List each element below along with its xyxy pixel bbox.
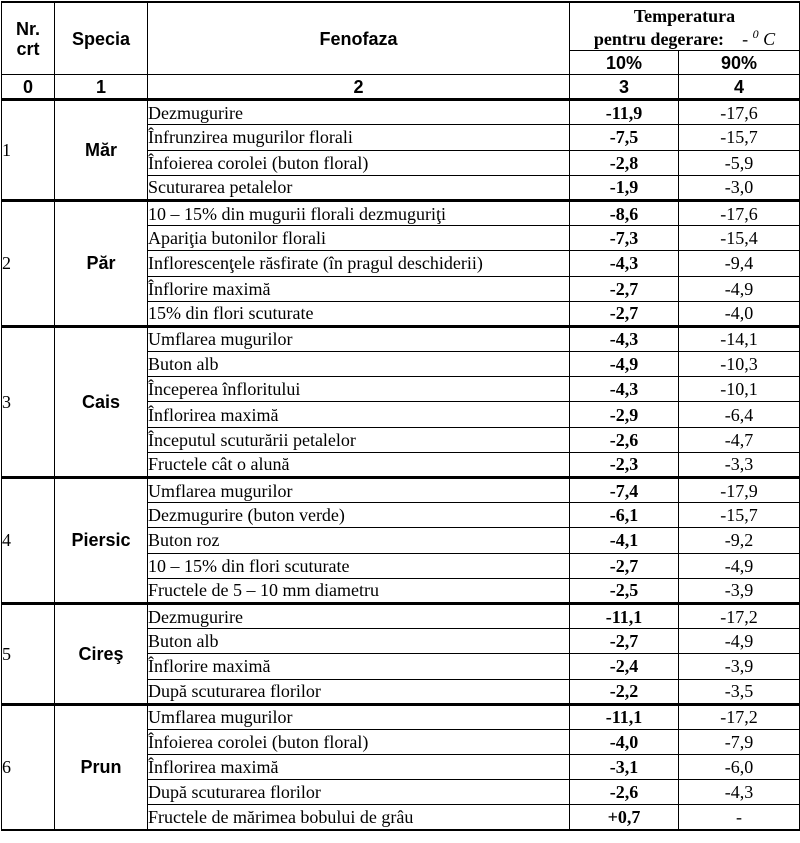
temp-10-cell: -4,3 bbox=[570, 326, 679, 351]
temp-10-cell: -4,9 bbox=[570, 352, 679, 377]
temp-90-cell: -3,3 bbox=[679, 452, 800, 477]
header-temp-unit bbox=[742, 29, 775, 49]
temp-10-cell: -4,0 bbox=[570, 729, 679, 754]
temp-10-cell: -8,6 bbox=[570, 200, 679, 225]
temp-90-cell: - bbox=[679, 805, 800, 830]
phenophase-cell: Înflorirea maximă bbox=[148, 755, 570, 780]
table-row bbox=[2, 200, 800, 225]
header-pct-10: 10% bbox=[570, 51, 679, 75]
species-number: 1 bbox=[2, 100, 55, 201]
phenophase-cell: 10 – 15% din mugurii florali dezmuguriţi bbox=[148, 200, 570, 225]
temp-10-cell: -3,1 bbox=[570, 755, 679, 780]
temp-90-cell: -17,6 bbox=[679, 200, 800, 225]
phenophase-cell: După scuturarea florilor bbox=[148, 780, 570, 805]
temp-90-cell: -15,7 bbox=[679, 125, 800, 150]
temp-90-cell: -14,1 bbox=[679, 326, 800, 351]
temp-90-cell: -3,5 bbox=[679, 679, 800, 704]
species-number: 2 bbox=[2, 200, 55, 326]
header-pct-90: 90% bbox=[679, 51, 800, 75]
frost-temperature-table bbox=[1, 1, 800, 831]
phenophase-cell: Înflorire maximă bbox=[148, 276, 570, 301]
phenophase-cell: Înfrunzirea mugurilor florali bbox=[148, 125, 570, 150]
header-temp-title: Temperatura bbox=[633, 6, 736, 26]
temp-10-cell: -2,3 bbox=[570, 452, 679, 477]
temp-10-cell: -2,2 bbox=[570, 679, 679, 704]
temp-10-cell: -2,4 bbox=[570, 654, 679, 679]
temp-90-cell: -15,7 bbox=[679, 503, 800, 528]
phenophase-cell: Înfoierea corolei (buton floral) bbox=[148, 729, 570, 754]
temp-10-cell: -2,5 bbox=[570, 578, 679, 603]
temp-10-cell: -7,5 bbox=[570, 125, 679, 150]
temp-10-cell: -11,1 bbox=[570, 704, 679, 729]
phenophase-cell: Buton alb bbox=[148, 629, 570, 654]
header-nr-line2: crt bbox=[16, 38, 40, 59]
phenophase-cell: Buton roz bbox=[148, 528, 570, 553]
temp-90-cell: -6,0 bbox=[679, 755, 800, 780]
phenophase-cell: 15% din flori scuturate bbox=[148, 301, 570, 326]
header-temp-unit-sup: 0 bbox=[752, 27, 759, 41]
temp-90-cell: -9,2 bbox=[679, 528, 800, 553]
phenophase-cell: Buton alb bbox=[148, 352, 570, 377]
header-temperature bbox=[570, 2, 800, 51]
header-fenofaza: Fenofaza bbox=[148, 2, 570, 75]
temp-10-cell: -1,9 bbox=[570, 175, 679, 200]
col-number-0: 0 bbox=[2, 75, 55, 100]
phenophase-cell: Dezmugurire (buton verde) bbox=[148, 503, 570, 528]
temp-90-cell: -17,2 bbox=[679, 704, 800, 729]
species-name: Păr bbox=[55, 200, 148, 326]
species-name: Piersic bbox=[55, 478, 148, 604]
phenophase-cell: Umflarea mugurilor bbox=[148, 704, 570, 729]
phenophase-cell: Începerea înfloritului bbox=[148, 377, 570, 402]
species-name: Cais bbox=[55, 326, 148, 477]
phenophase-cell: După scuturarea florilor bbox=[148, 679, 570, 704]
temp-90-cell: -6,4 bbox=[679, 402, 800, 427]
header-nr-crt bbox=[2, 2, 55, 75]
phenophase-cell: Înflorirea maximă bbox=[148, 402, 570, 427]
species-name: Măr bbox=[55, 100, 148, 201]
temp-90-cell: -17,9 bbox=[679, 478, 800, 503]
frost-temperature-table-container bbox=[1, 1, 799, 841]
temp-90-cell: -3,0 bbox=[679, 175, 800, 200]
temp-90-cell: -4,7 bbox=[679, 427, 800, 452]
phenophase-cell: Dezmugurire bbox=[148, 100, 570, 125]
col-number-2: 2 bbox=[148, 75, 570, 100]
phenophase-cell: 10 – 15% din flori scuturate bbox=[148, 553, 570, 578]
temp-10-cell: -2,7 bbox=[570, 553, 679, 578]
temp-90-cell: -9,4 bbox=[679, 251, 800, 276]
species-name: Cireş bbox=[55, 603, 148, 704]
header-specia: Specia bbox=[55, 2, 148, 75]
phenophase-cell: Umflarea mugurilor bbox=[148, 478, 570, 503]
phenophase-cell: Fructele de 5 – 10 mm diametru bbox=[148, 578, 570, 603]
temp-90-cell: -4,9 bbox=[679, 276, 800, 301]
table-row bbox=[2, 326, 800, 351]
table-row bbox=[2, 704, 800, 729]
header-temp-unit-prefix: - bbox=[742, 29, 753, 49]
phenophase-cell: Umflarea mugurilor bbox=[148, 326, 570, 351]
temp-90-cell: -5,9 bbox=[679, 150, 800, 175]
temp-10-cell: +0,7 bbox=[570, 805, 679, 830]
temp-10-cell: -2,6 bbox=[570, 780, 679, 805]
phenophase-cell: Fructele cât o alună bbox=[148, 452, 570, 477]
temp-10-cell: -4,1 bbox=[570, 528, 679, 553]
temp-10-cell: -2,8 bbox=[570, 150, 679, 175]
species-number: 6 bbox=[2, 704, 55, 830]
temp-10-cell: -7,3 bbox=[570, 226, 679, 251]
temp-10-cell: -2,6 bbox=[570, 427, 679, 452]
temp-90-cell: -3,9 bbox=[679, 578, 800, 603]
col-number-3: 3 bbox=[570, 75, 679, 100]
species-number: 4 bbox=[2, 478, 55, 604]
temp-90-cell: -4,3 bbox=[679, 780, 800, 805]
phenophase-cell: Inflorescenţele răsfirate (în pragul deschiderii) bbox=[148, 251, 570, 276]
phenophase-cell: Începutul scuturării petalelor bbox=[148, 427, 570, 452]
species-number: 3 bbox=[2, 326, 55, 477]
species-number: 5 bbox=[2, 603, 55, 704]
col-number-1: 1 bbox=[55, 75, 148, 100]
header-nr-line1: Nr. bbox=[15, 18, 40, 39]
phenophase-cell: Înfoierea corolei (buton floral) bbox=[148, 150, 570, 175]
temp-90-cell: -17,2 bbox=[679, 603, 800, 628]
table-row bbox=[2, 100, 800, 125]
temp-90-cell: -10,3 bbox=[679, 352, 800, 377]
table-row bbox=[2, 603, 800, 628]
table-row bbox=[2, 478, 800, 503]
temp-10-cell: -4,3 bbox=[570, 251, 679, 276]
temp-10-cell: -7,4 bbox=[570, 478, 679, 503]
col-number-4: 4 bbox=[679, 75, 800, 100]
temp-90-cell: -4,9 bbox=[679, 629, 800, 654]
temp-90-cell: -15,4 bbox=[679, 226, 800, 251]
temp-10-cell: -2,7 bbox=[570, 629, 679, 654]
temp-10-cell: -4,3 bbox=[570, 377, 679, 402]
phenophase-cell: Dezmugurire bbox=[148, 603, 570, 628]
temp-90-cell: -17,6 bbox=[679, 100, 800, 125]
temp-90-cell: -7,9 bbox=[679, 729, 800, 754]
temp-10-cell: -11,9 bbox=[570, 100, 679, 125]
temp-90-cell: -4,0 bbox=[679, 301, 800, 326]
temp-90-cell: -3,9 bbox=[679, 654, 800, 679]
species-name: Prun bbox=[55, 704, 148, 830]
phenophase-cell: Fructele de mărimea bobului de grâu bbox=[148, 805, 570, 830]
phenophase-cell: Scuturarea petalelor bbox=[148, 175, 570, 200]
phenophase-cell: Înflorire maximă bbox=[148, 654, 570, 679]
temp-10-cell: -2,7 bbox=[570, 276, 679, 301]
header-temp-sub: pentru degerare: bbox=[593, 29, 725, 49]
temp-10-cell: -2,9 bbox=[570, 402, 679, 427]
temp-90-cell: -4,9 bbox=[679, 553, 800, 578]
temp-90-cell: -10,1 bbox=[679, 377, 800, 402]
temp-10-cell: -6,1 bbox=[570, 503, 679, 528]
temp-10-cell: -11,1 bbox=[570, 603, 679, 628]
header-temp-unit-letter: C bbox=[758, 29, 776, 49]
phenophase-cell: Apariţia butonilor florali bbox=[148, 226, 570, 251]
temp-10-cell: -2,7 bbox=[570, 301, 679, 326]
